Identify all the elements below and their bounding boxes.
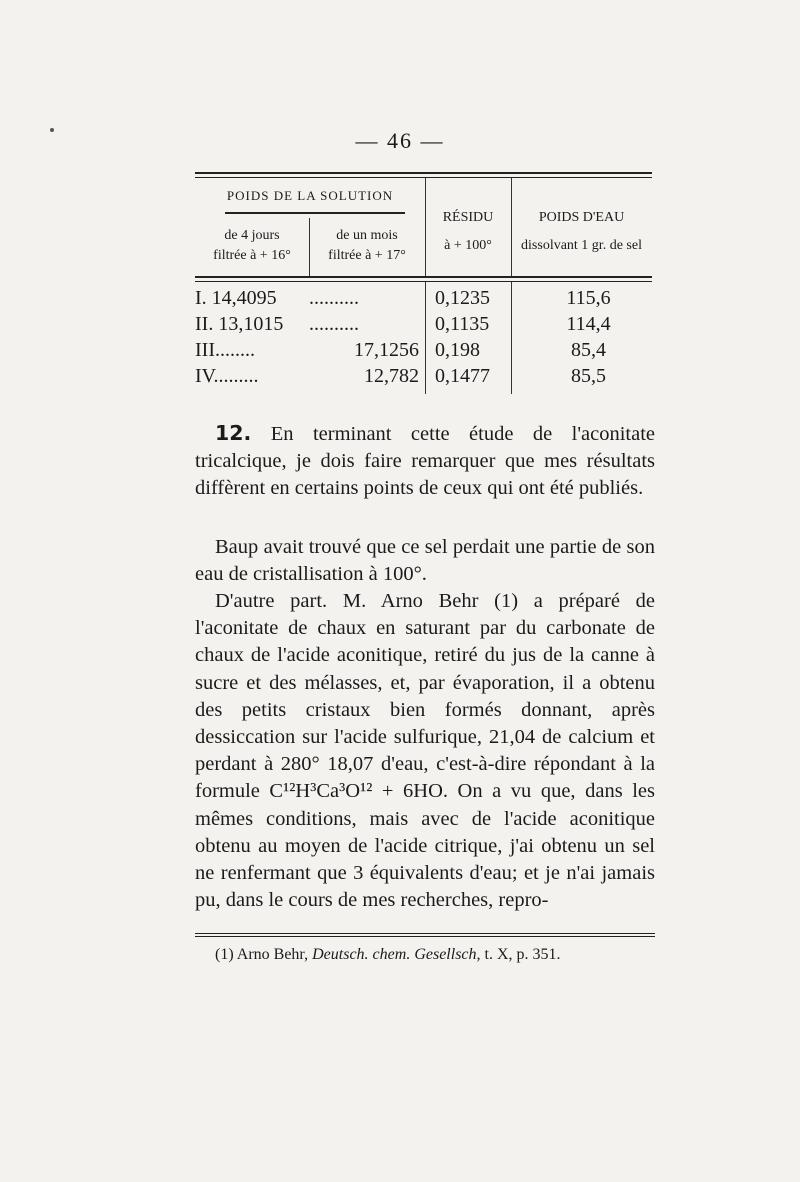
col2-header-line2: filtrée à + 17°	[328, 248, 406, 263]
cell: 12,782	[364, 365, 419, 387]
table-header	[195, 178, 652, 276]
footnote-ref: t. X, p. 351.	[484, 946, 561, 963]
footnote-journal: Deutsch. chem. Gesellsch,	[312, 946, 481, 963]
table-row	[195, 336, 652, 364]
footnote	[215, 946, 561, 964]
print-speck	[50, 128, 54, 132]
cell: ..........	[309, 313, 359, 335]
cell: 0,1135	[435, 313, 490, 335]
col2-header	[309, 226, 425, 266]
footnote-prefix: (1) Arno Behr,	[215, 946, 309, 963]
solubility-table	[195, 172, 652, 394]
col1-header-line2: filtrée à + 16°	[213, 248, 291, 263]
cell: 115,6	[566, 287, 611, 309]
section-number: 12.	[215, 421, 252, 445]
paragraph-text: Baup avait trouvé que ce sel perdait une partie de son eau de cristallisation à 100°.	[195, 536, 655, 586]
cell: 0,1235	[435, 287, 490, 309]
cell: 85,4	[571, 339, 606, 361]
cell: 17,1256	[354, 339, 419, 361]
page-number: — 46 —	[355, 128, 445, 153]
group-header: POIDS DE LA SOLUTION	[226, 188, 394, 203]
cell: 0,1477	[435, 365, 490, 387]
col1-header	[195, 226, 309, 266]
cell: III........	[195, 339, 255, 361]
col4-header-line2: dissolvant 1 gr. de sel	[521, 238, 642, 253]
cell: II. 13,1015	[195, 313, 284, 335]
footnote-rule	[195, 933, 655, 937]
cell: I. 14,4095	[195, 287, 277, 309]
paragraph-text: En terminant cette étude de l'aconitate tricalcique, je dois faire remarquer que mes résultats diffèrent en certains points de ceux qui ont été publiés.	[195, 423, 655, 500]
cell: 85,5	[571, 365, 606, 387]
col1-header-line1: de 4 jours	[224, 228, 280, 243]
col4-header-line1: POIDS D'EAU	[538, 210, 625, 225]
paragraph-12	[195, 420, 655, 503]
paragraph-behr	[195, 588, 655, 914]
cell: 0,198	[435, 339, 480, 361]
paragraph-text: D'autre part. M. Arno Behr (1) a préparé de l'aconitate de chaux en saturant par du carbonate de chaux de l'acide aconitique, retiré du jus de la canne à sucre et des mélasses, et, par évaporation, il a obtenu des petits cristaux bien formés donnant, après dessiccation sur l'acide sulfurique, 21,04 de calcium et perdant à 280° 18,07 d'eau, c'est-à-dire répondant à la formule C¹²H³Ca³O¹² + 6HO. On a vu que, dans les mêmes conditions, mais avec de l'acide aconitique obtenu au moyen de l'acide citrique, j'ai obtenu un sel ne renfermant que 3 équivalents d'eau; et je n'ai jamais pu, dans le cours de mes recherches, repro-	[195, 590, 655, 912]
paragraph-baup	[195, 534, 655, 588]
col3-header-line2: à + 100°	[444, 238, 492, 253]
table-row	[195, 310, 652, 338]
cell: 114,4	[566, 313, 611, 335]
col3-header-line1: RÉSIDU	[442, 210, 494, 225]
table-body	[195, 282, 652, 394]
group-header-rule	[225, 212, 405, 214]
cell: IV.........	[195, 365, 259, 387]
table-row	[195, 362, 652, 390]
col2-header-line1: de un mois	[336, 228, 398, 243]
col3-header	[425, 208, 511, 256]
table-row	[195, 284, 652, 312]
cell: ..........	[309, 287, 359, 309]
col4-header	[511, 208, 652, 256]
